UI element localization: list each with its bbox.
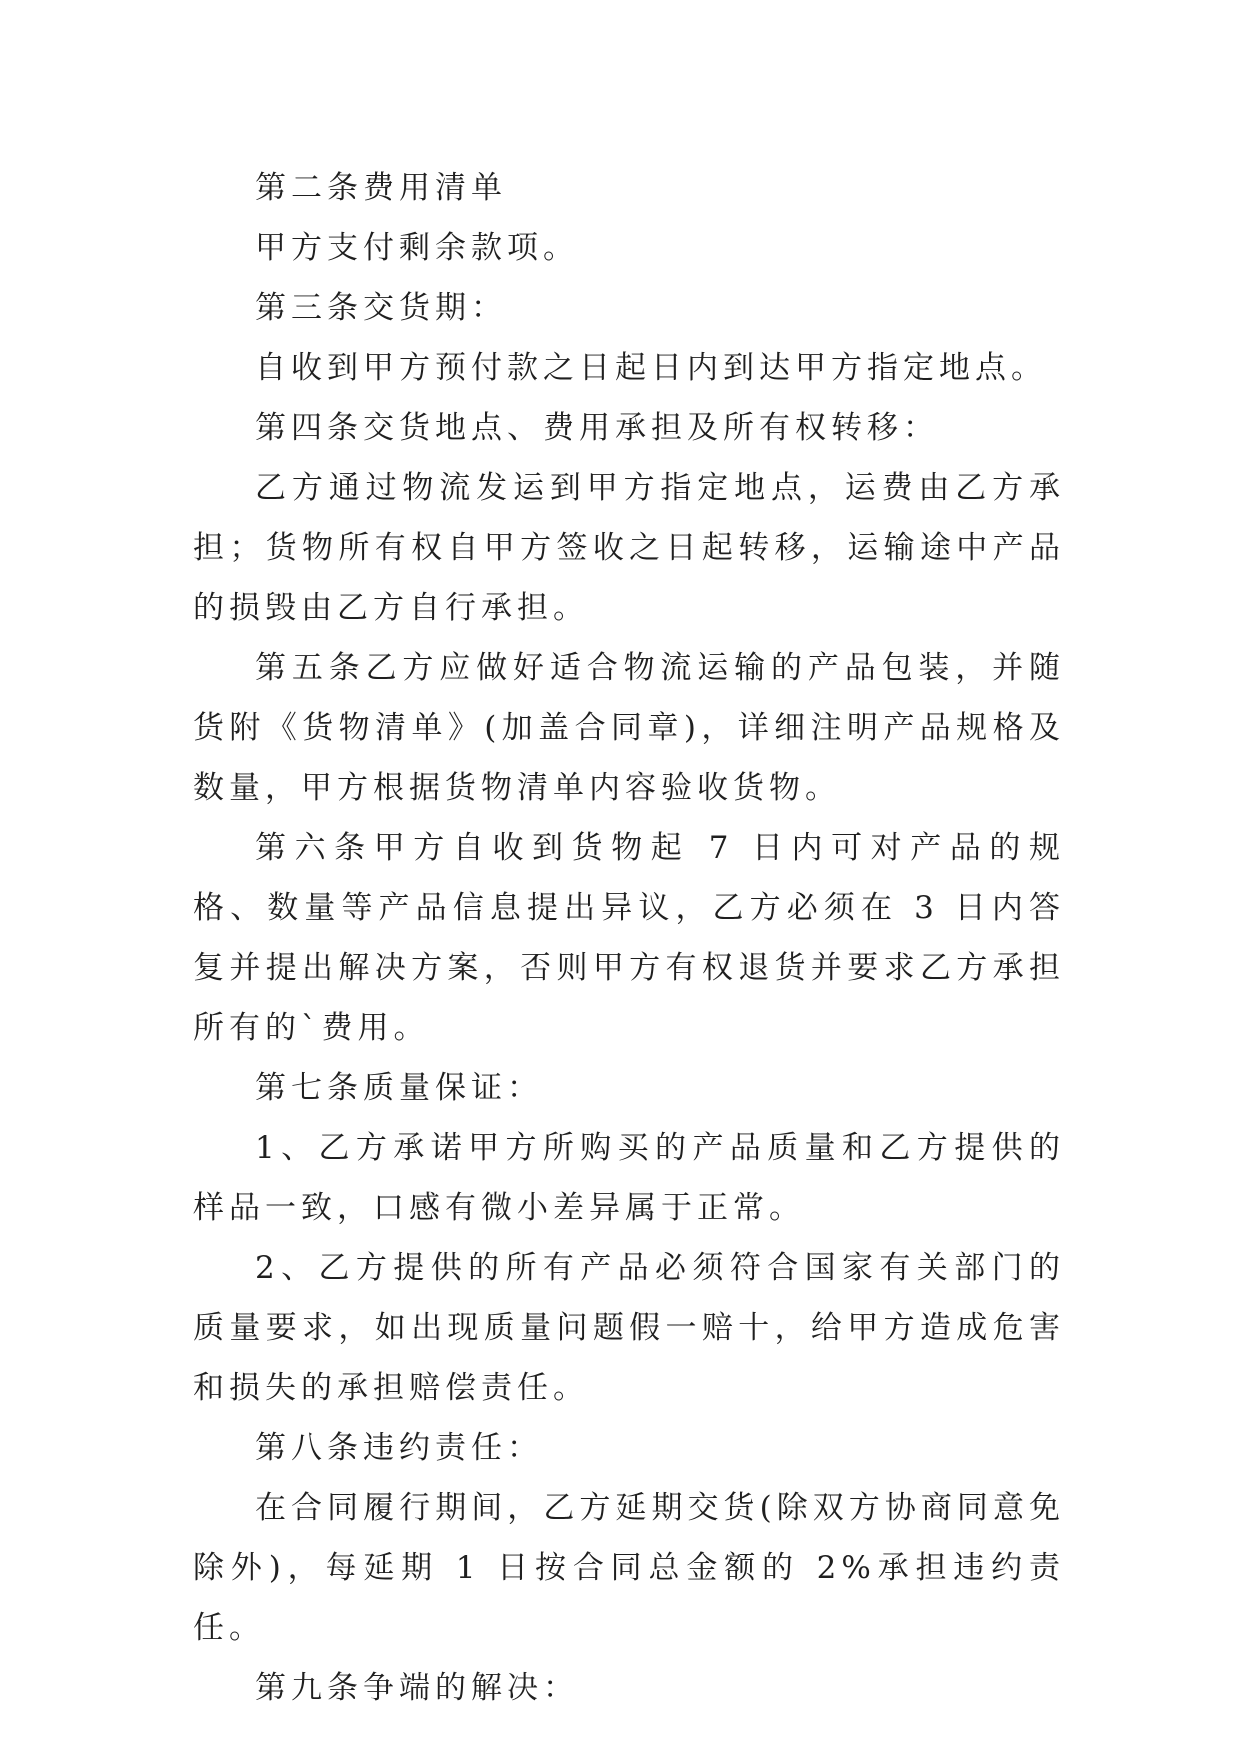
clause-7-item-1: 1、乙方承诺甲方所购买的产品质量和乙方提供的样品一致，口感有微小差异属于正常。 <box>193 1130 1065 1226</box>
clause-3-text: 自收到甲方预付款之日起日内到达甲方指定地点。 <box>255 350 1047 386</box>
clause-4-text: 乙方通过物流发运到甲方指定地点，运费由乙方承担；货物所有权自甲方签收之日起转移，运输途中产品的损毁由乙方自行承担。 <box>193 470 1065 626</box>
clause-8-text: 在合同履行期间，乙方延期交货(除双方协商同意免除外)，每延期 1 日按合同总金额的 2%承担违约责任。 <box>193 1490 1065 1646</box>
clause-2-heading: 第二条费用清单 <box>255 170 507 206</box>
clause-2-text: 甲方支付剩余款项。 <box>255 230 579 266</box>
clause-8-heading: 第八条违约责任： <box>255 1430 543 1466</box>
clause-3-heading: 第三条交货期： <box>255 290 507 326</box>
clause-7-item-2: 2、乙方提供的所有产品必须符合国家有关部门的质量要求，如出现质量问题假一赔十，给甲方造成危害和损失的承担赔偿责任。 <box>193 1250 1065 1406</box>
clause-9-heading: 第九条争端的解决： <box>255 1670 579 1706</box>
clause-6-text: 第六条甲方自收到货物起 7 日内可对产品的规格、数量等产品信息提出异议，乙方必须在 3 日内答复并提出解决方案，否则甲方有权退货并要求乙方承担所有的`费用。 <box>193 830 1065 1046</box>
document-body <box>193 158 1065 1718</box>
clause-7-heading: 第七条质量保证： <box>255 1070 543 1106</box>
clause-4-heading: 第四条交货地点、费用承担及所有权转移： <box>255 410 939 446</box>
clause-5-text: 第五条乙方应做好适合物流运输的产品包装，并随货附《货物清单》(加盖合同章)，详细注明产品规格及数量，甲方根据货物清单内容验收货物。 <box>193 650 1065 806</box>
